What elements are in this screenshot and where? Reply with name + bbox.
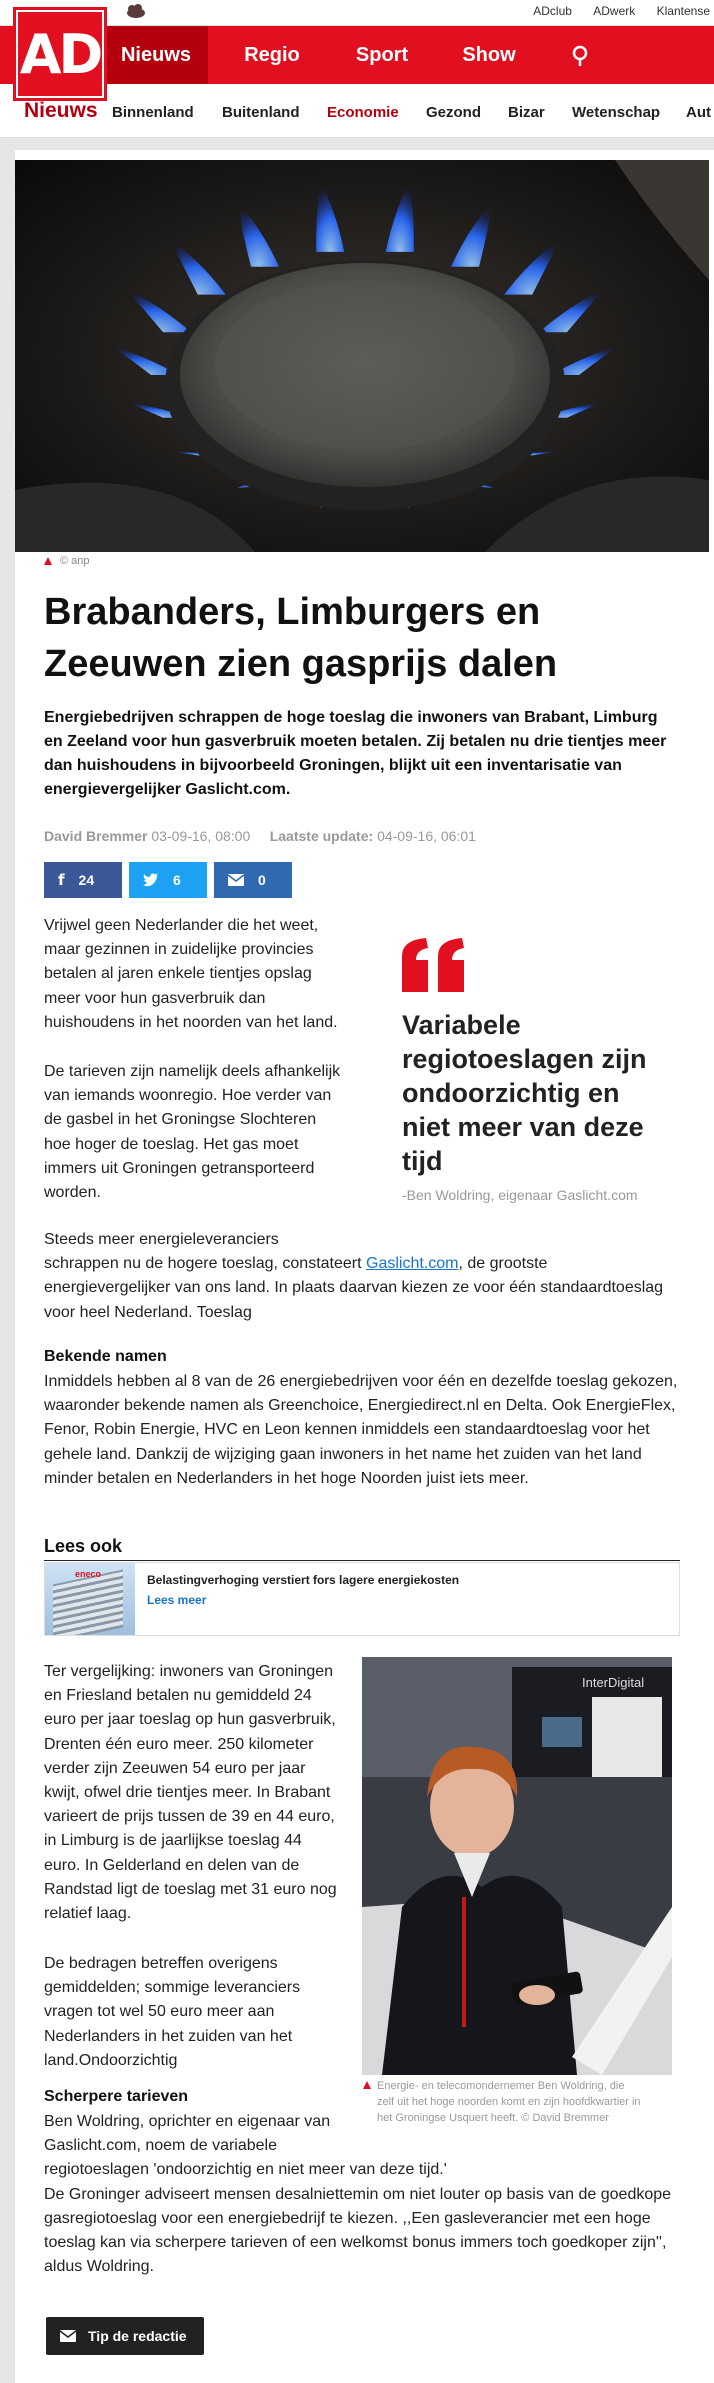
text-line: betalen al jaren enkele tientjes opslag [44,965,312,983]
main-nav-show[interactable]: Show [462,44,516,66]
text-line: varieert de prijs tussen de 39 en 44 euro, [44,1808,335,1826]
credit-triangle-icon [43,556,53,566]
caption-line: zelf uit het hoge noorden komt en zijn hoofdkwartier in [377,2096,641,2108]
text-line: relatief laag. [44,1905,132,1923]
text-line: voor heel Nederland. Toeslag [44,1303,252,1321]
text-line: gehele land. Dankzij de wijziging gaan inwoners in het name het zuiden van het land [44,1445,642,1463]
main-nav-sport[interactable]: Sport [355,44,409,66]
text-line: toeslag kan via scherpere tarieven of een welkomst bonus immers toch goedkoper zijn'', [44,2234,667,2252]
interdigital-sign: InterDigital [582,1675,645,1690]
text-line: minder betalen en Nederlanders in het hoge Noorden juist iets meer. [44,1469,529,1487]
text-line: gasregiotoeslag voor een energiebedrijf te kiezen. ,,Een gasleverancier met een hoge [44,2209,651,2227]
section-heading-bekende-namen: Bekende namen [44,1348,167,1365]
updated-date: 04-09-16, 06:01 [377,828,476,844]
gaslicht-link[interactable]: Gaslicht.com [366,1255,459,1273]
top-link-klantenservice[interactable]: Klantense [656,4,710,18]
quote-line: niet meer van deze [402,1112,644,1142]
top-links [515,4,710,18]
sub-nav [0,84,714,138]
text-line: Vrijwel geen Nederlander die het weet, [44,917,319,934]
title-line-2: Zeeuwen zien gasprijs dalen [44,643,558,685]
quote-line: Variabele [402,1010,521,1040]
text-line: Ben Woldring, oprichter en eigenaar van [44,2113,331,2130]
article-lead [44,706,694,802]
text-line: huishoudens in het noorden van het land. [44,1013,338,1031]
text-line: in Limburg is de jaarlijkse toeslag 44 [44,1832,302,1850]
text-line: de gasbel in het Groningse Slochteren [44,1111,317,1129]
lead-line: dan huishoudens in bijvoorbeeld Groningen, blijkt uit een inventarisatie van [44,757,622,774]
weather-icon[interactable] [124,3,146,19]
ad-logo[interactable]: AD [16,10,104,98]
main-nav-nieuws[interactable]: Nieuws [104,26,208,84]
gas-burner-illustration [15,160,709,552]
author-name[interactable]: David Bremmer [44,828,148,844]
facebook-count: 24 [78,872,95,888]
main-nav-regio[interactable]: Regio [244,44,300,66]
lees-ook-card[interactable] [44,1562,680,1636]
lead-line: energievergelijker Gaslicht.com. [44,781,291,798]
text-line: en Friesland betalen nu gemiddeld 24 [44,1687,312,1705]
text-line: Inmiddels hebben al 8 van de 26 energiebedrijven voor één en dezelfde toeslag gekozen, [44,1373,678,1390]
paragraph-bekende-namen [44,1370,694,1491]
quote-author: -Ben Woldring, eigenaar Gaslicht.com [402,1187,638,1203]
lead-line: en Zeeland voor hun gasverbruik moeten betalen. Zij betalen nu drie tientjes meer [44,733,667,750]
text-line: Randstad ligt de toeslag met 31 euro nog [44,1880,337,1898]
lees-ook-thumbnail [45,1563,135,1635]
lees-meer-link[interactable]: Lees meer [147,1593,207,1607]
title-line-1: Brabanders, Limburgers en [44,591,541,633]
pull-quote [402,1008,692,1178]
sub-nav-wetenschap[interactable]: Wetenschap [572,104,661,121]
paragraph-1 [44,914,374,1035]
text-line: aldus Woldring. [44,2258,154,2276]
hero-image[interactable] [15,160,709,552]
facebook-icon: f [58,871,65,889]
office-building [53,1570,123,1635]
text-line: immers uit Groningen getransporteerd [44,1159,315,1177]
text-line: gemiddelden; sommige leveranciers [44,1979,301,1997]
text-line: Nederlanders in het zuiden van het [44,2027,293,2045]
section-heading-scherpere-tarieven: Scherpere tarieven [44,2088,189,2105]
published-date: 03-09-16, 08:00 [151,828,251,844]
tip-de-redactie-button[interactable] [46,2317,204,2355]
twitter-count: 6 [173,872,181,888]
text-line: meer voor hun gasverbruik dan [44,989,266,1007]
text-line: Ter vergelijking: inwoners van Groningen [44,1663,334,1680]
sub-nav-auto[interactable]: Aut [686,104,711,121]
lees-ook-divider [44,1560,680,1561]
email-icon [228,874,244,886]
section-title[interactable]: Nieuws [24,99,98,122]
text-line: waaronder bekende namen als Greenchoice, Energiedirect.nl en Delta. Ook EnergieFlex, [44,1397,676,1415]
lead-line: Energiebedrijven schrappen de hoge toeslag die inwoners van Brabant, Limburg [44,709,658,726]
sub-nav-economie[interactable]: Economie [327,104,399,121]
text-line: euro. In Gelderland en delen van de [44,1856,300,1874]
text-line: Steeds meer energieleveranciers [44,1231,279,1248]
sub-nav-binnenland[interactable]: Binnenland [112,104,194,121]
sub-nav-gezond[interactable]: Gezond [426,104,481,121]
paragraph-scherpere-tarieven [44,2110,704,2279]
text-line: worden. [44,1184,101,1202]
text-line: land.Ondoorzichtig [44,2051,178,2069]
updated-label: Laatste update: [269,828,374,844]
text-line [44,1252,694,1276]
top-link-adclub[interactable]: ADclub [533,4,572,18]
paragraph-2 [44,1060,374,1205]
twitter-share-button[interactable] [129,862,207,898]
paragraph-5 [44,1952,354,2073]
text-line: vragen tot wel 50 euro meer aan [44,2003,275,2021]
text-line: Gaslicht.com, noem de variabele [44,2137,277,2155]
lees-ook-heading: Lees ook [44,1536,123,1556]
caption-triangle-icon [362,2080,372,2090]
text-line: hoe hoger de toeslag. Het gas moet [44,1135,299,1153]
caption-line: Energie- en telecomondernemer Ben Woldring, die [377,2080,625,2092]
paragraph-3 [44,1228,694,1325]
quote-line: ondoorzichtig en [402,1078,620,1108]
page-title [44,586,684,690]
hero-credit: © anp [60,555,90,567]
sub-nav-buitenland[interactable]: Buitenland [222,104,300,121]
text-line: energievergelijker van ons land. In plaats daarvan kiezen ze voor één standaardtoeslag [44,1279,664,1297]
article-meta [44,828,476,844]
text-line: maar gezinnen in zuidelijke provincies [44,941,314,959]
quote-mark-icon [402,938,466,992]
text-line: euro per jaar toeslag op hun gasverbruik, [44,1711,336,1729]
text-span: , de grootste [458,1255,548,1273]
text-line: Fenor, Robin Energie, HVC en Leon kennen inmiddels een standaardtoeslag voor het [44,1421,650,1439]
twitter-icon [143,873,159,887]
text-line: De tarieven zijn namelijk deels afhankelijk [44,1063,341,1080]
search-icon[interactable] [570,44,594,68]
email-share-button[interactable] [214,862,292,898]
sub-nav-bizar[interactable]: Bizar [508,104,545,121]
text-line: van iemands woonregio. Hoe verder van [44,1087,332,1105]
envelope-icon [60,2330,76,2342]
text-line: Drenten één euro meer. 250 kilometer [44,1735,314,1753]
top-bar [0,0,714,26]
paragraph-4 [44,1660,354,1926]
quote-line: regiotoeslagen zijn [402,1044,647,1074]
tip-button-label: Tip de redactie [88,2328,187,2344]
photo-illustration [362,1657,672,2075]
text-span: schrappen nu de hogere toeslag, constateert [44,1255,366,1273]
text-line: verder zijn Zeeuwen 54 euro per jaar [44,1759,306,1777]
woldring-photo[interactable] [362,1657,672,2075]
facebook-share-button[interactable] [44,862,122,898]
text-line: De bedragen betreffen overigens [44,1955,278,1972]
lees-ook-title[interactable]: Belastingverhoging verstiert fors lagere energiekosten [147,1573,460,1587]
email-count: 0 [258,872,266,888]
top-link-adwerk[interactable]: ADwerk [593,4,636,18]
eneco-sign: eneco [75,1569,102,1579]
text-line: De Groninger adviseert mensen desalniettemin om niet louter op basis van de goedkope [44,2185,672,2203]
text-line: kwijt, ofwel drie tientjes meer. In Brabant [44,1784,331,1802]
quote-line: tijd [402,1146,443,1176]
caption-line: het Groningse Usquert heeft. © David Bremmer [377,2112,609,2124]
text-line: regiotoeslagen 'ondoorzichtig en niet meer van deze tijd.' [44,2161,447,2179]
